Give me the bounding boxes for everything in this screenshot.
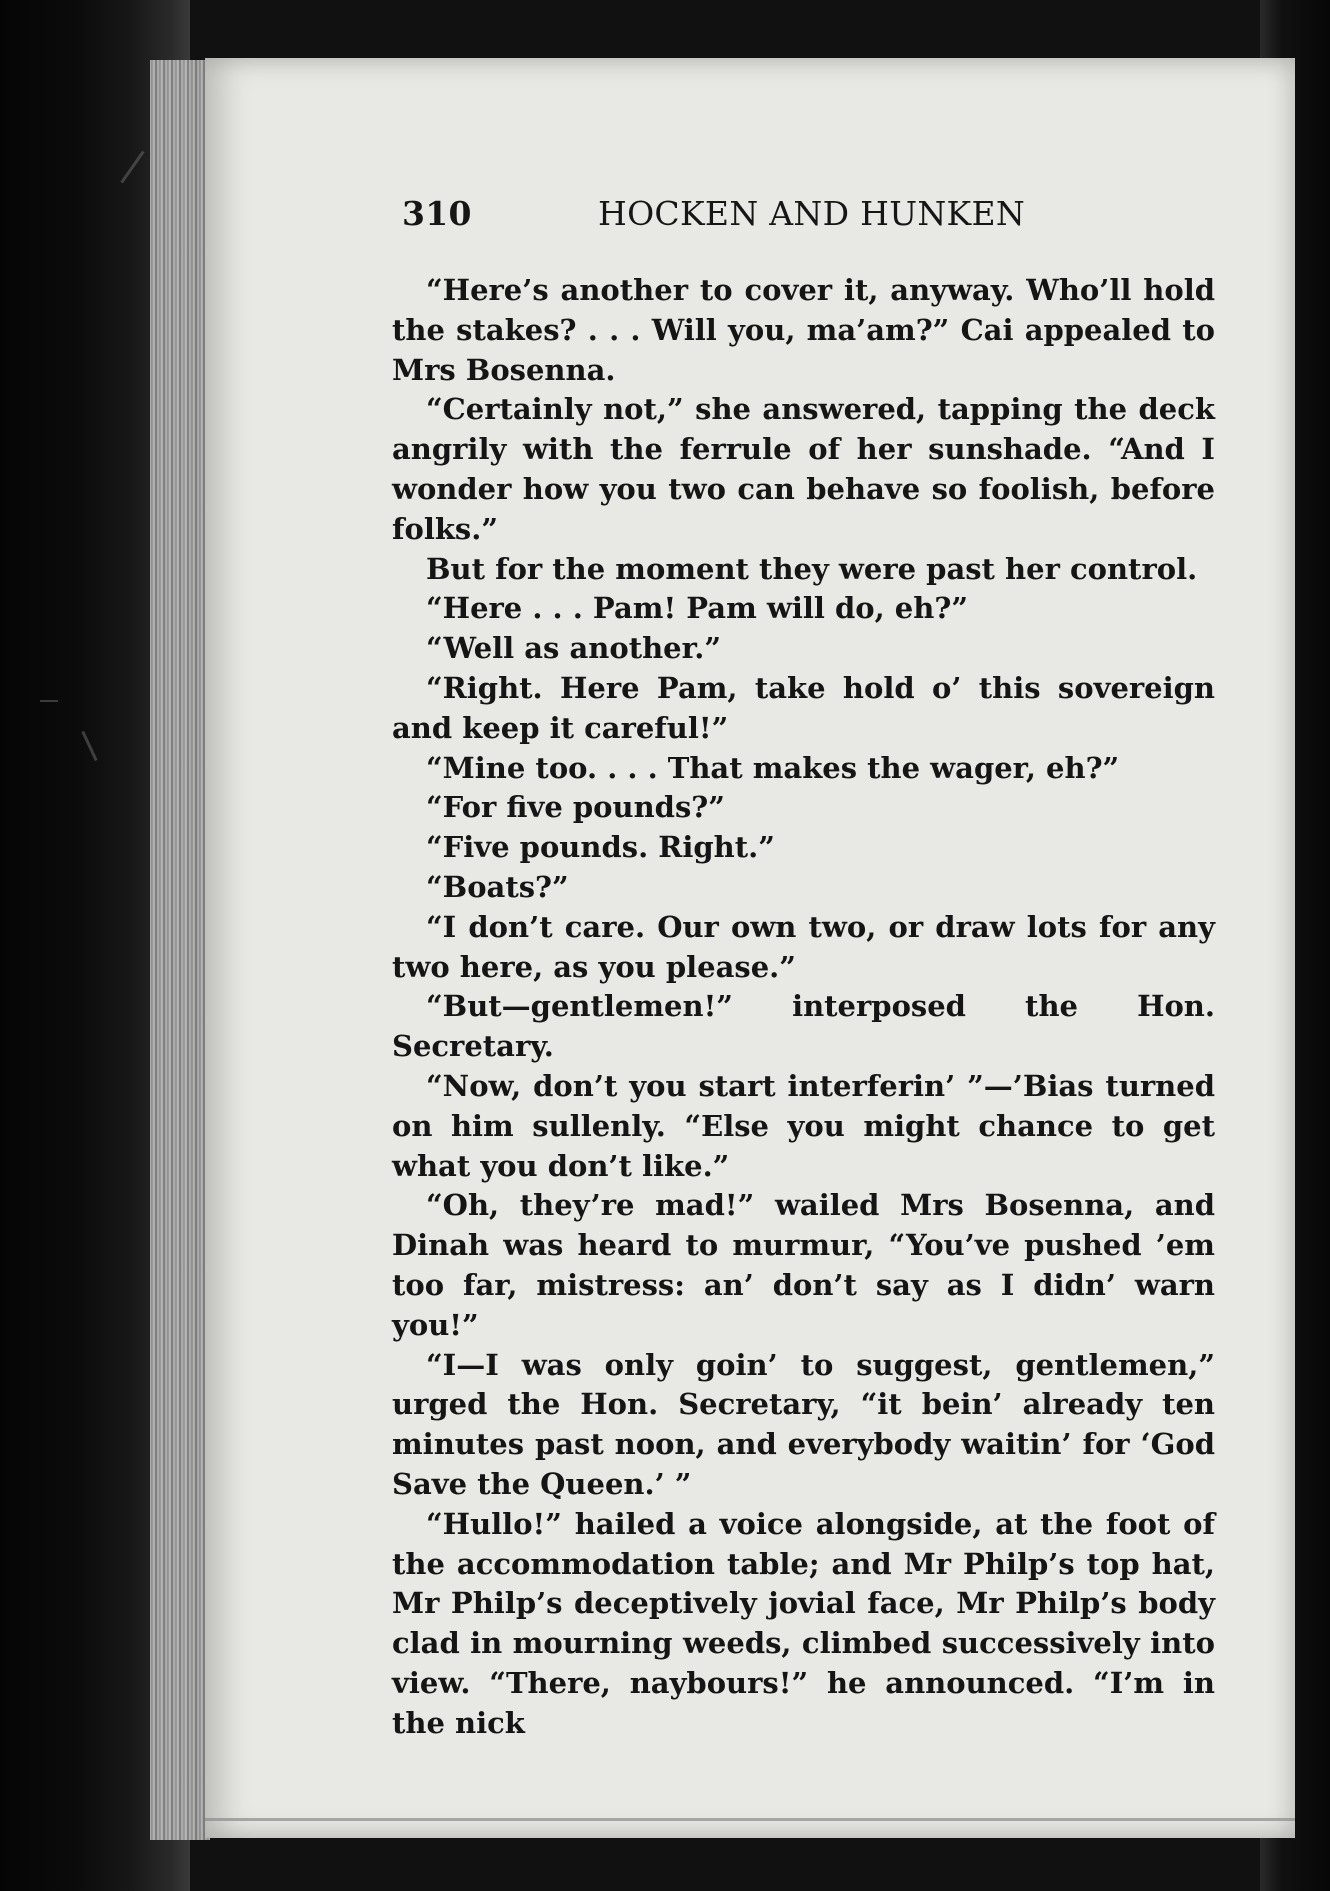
page-text	[392, 271, 1215, 1743]
paragraph: “Hullo!” hailed a voice alongside, at the foot of the accommodation table; and Mr Philp’s top hat, Mr Philp’s deceptively jovial face, Mr Philp’s body clad in mourning weeds, climbed successively into view. “There, naybours!” he announced. “I’m in the nick	[392, 1506, 1215, 1740]
left-page-edges	[150, 60, 210, 1840]
paragraph: “Boats?”	[426, 869, 569, 904]
page-bottom-edge	[205, 1818, 1295, 1821]
page-number: 310	[402, 194, 472, 233]
paragraph: “Here . . . Pam! Pam will do, eh?”	[426, 591, 968, 626]
paragraph: “Well as another.”	[426, 631, 722, 666]
running-title: HOCKEN AND HUNKEN	[598, 194, 1026, 233]
paragraph: “Right. Here Pam, take hold o’ this sovereign and keep it careful!”	[392, 670, 1215, 745]
paragraph: “For five pounds?”	[426, 790, 725, 825]
paragraph: “I don’t care. Our own two, or draw lots for any two here, as you please.”	[392, 909, 1215, 984]
running-header	[402, 194, 1028, 238]
paragraph: “Oh, they’re mad!” wailed Mrs Bosenna, and Dinah was heard to murmur, “You’ve pushed ’em too far, mistress: an’ don’t say as I didn’ warn you!”	[392, 1188, 1215, 1342]
paragraph: “I—I was only goin’ to suggest, gentlemen,” urged the Hon. Secretary, “it bein’ already ten minutes past noon, and everybody waitin’ for ‘God Save the Queen.’ ”	[392, 1347, 1215, 1501]
paragraph: “Now, don’t you start interferin’ ”—’Bias turned on him sullenly. “Else you might chance to get what you don’t like.”	[392, 1068, 1215, 1183]
paragraph: “Certainly not,” she answered, tapping the deck angrily with the ferrule of her sunshade. “And I wonder how you two can behave so foolish, before folks.”	[392, 392, 1215, 546]
scan-scratch-mark	[40, 700, 58, 702]
paragraph: “But—gentlemen!” interposed the Hon. Secretary.	[392, 989, 1215, 1064]
paragraph: “Five pounds. Right.”	[426, 830, 775, 865]
paragraph: But for the moment they were past her control.	[426, 551, 1198, 586]
paragraph: “Mine too. . . . That makes the wager, eh?”	[426, 750, 1120, 785]
paragraph: “Here’s another to cover it, anyway. Who’ll hold the stakes? . . . Will you, ma’am?” Cai appealed to Mrs Bosenna.	[392, 273, 1215, 387]
